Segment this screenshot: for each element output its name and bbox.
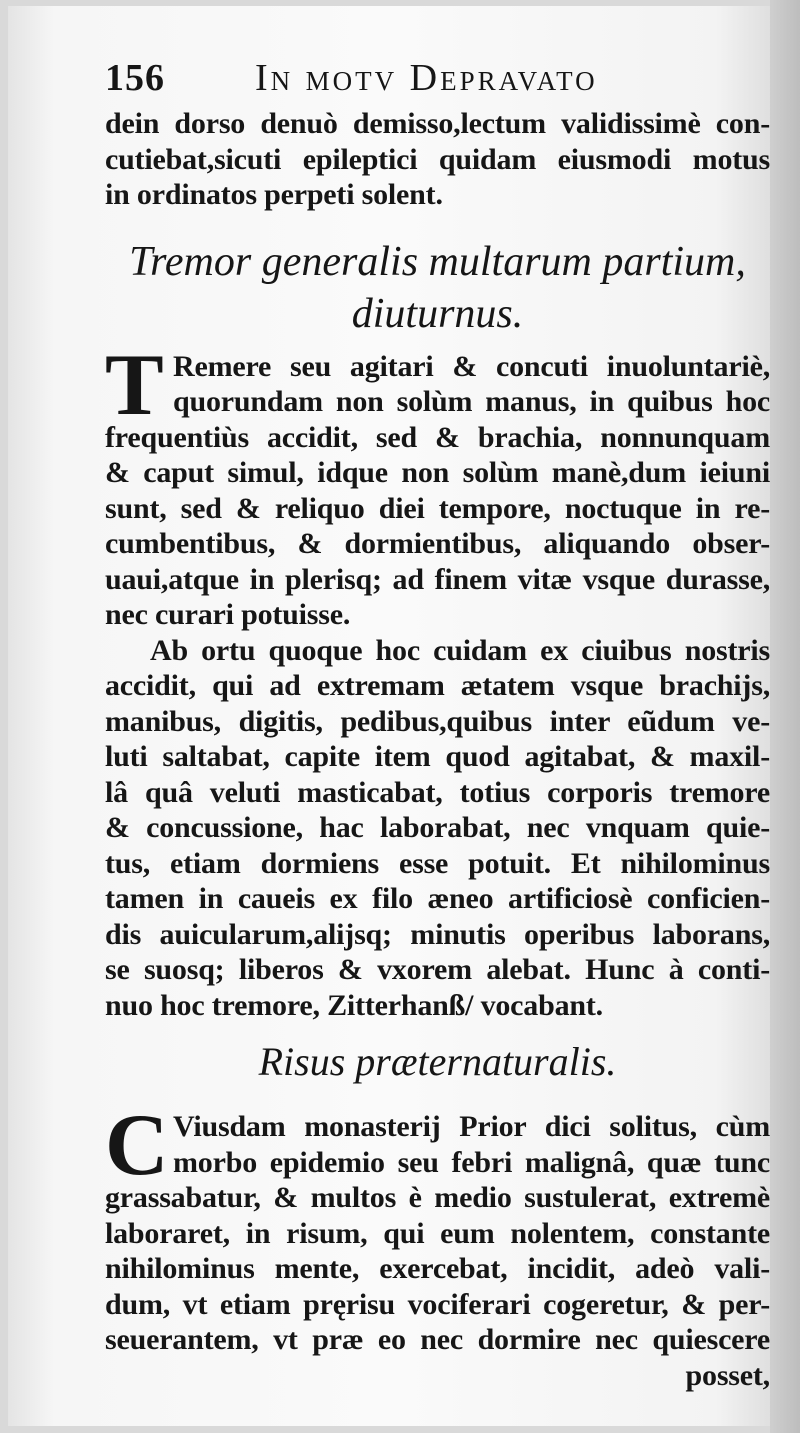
page-edge (770, 0, 800, 1433)
text-line: & concussione, hac laborabat, nec vnquam quie- (105, 811, 770, 844)
text-line: manibus, digitis, pedibus,quibus inter eũdum ve- (105, 704, 770, 738)
page-number: 156 (105, 57, 165, 99)
text-line: Viusdam monasterij Prior dici solitus, cùm (173, 1110, 770, 1143)
text-line: laboraret, in risum, qui eum nolentem, constante (105, 1216, 770, 1250)
text-line: in ordinatos perpeti solent. (105, 178, 443, 211)
drop-cap: T (105, 336, 164, 434)
section-heading: Risus præternaturalis. (258, 1039, 617, 1084)
opening-paragraph (105, 106, 770, 213)
drop-cap: C (105, 1097, 169, 1194)
text-line: frequentiùs accidit, sed & brachia, nonnunquam (105, 420, 770, 454)
text-line: cutiebat,sicuti epileptici quidam eiusmodi motus (105, 142, 770, 176)
text-line: accidit, qui ad extremam ætatem vsque brachijs, (105, 669, 770, 702)
text-line: dum, vt etiam pręrisu vociferari cogeretur, & per- (105, 1287, 770, 1321)
text-line: lâ quâ veluti masticabat, totius corporis tremore (105, 775, 770, 809)
text-line: tus, etiam dormiens esse potuit. Et nihilominus (105, 846, 770, 880)
paragraph-with-dropcap (105, 336, 770, 633)
text-line: dein dorso denuò demisso,lectum validissimè con- (105, 107, 770, 140)
text-line: nuo hoc tremore, Zitterhanß/ vocabant. (105, 988, 603, 1022)
paragraph (105, 633, 770, 1024)
section-heading: Tremor generalis multarum partium, (129, 238, 746, 285)
text-line: tamen in caueis ex filo æneo artificiosè conficien- (105, 882, 770, 915)
text-line: Remere seu agitari & concuti inuoluntariè, (173, 349, 770, 383)
text-line: sunt, sed & reliquo diei tempore, noctuque in re- (105, 491, 770, 525)
text-line: nihilominus mente, exercebat, incidit, adeò vali- (105, 1252, 770, 1285)
text-block (105, 56, 770, 1393)
text-line: nec curari potuisse. (105, 598, 351, 631)
text-line: dis auicularum,alijsq; minutis operibus laborans, (105, 917, 770, 951)
book-page (8, 6, 778, 1426)
text-line: grassabatur, & multos è medio sustulerat, extremè (105, 1181, 770, 1214)
running-title: In motv Depravato (255, 57, 598, 99)
section-heading-continued: diuturnus. (351, 290, 524, 337)
text-line: luti saltabat, capite item quod agitabat, & maxil- (105, 740, 770, 773)
text-line: cumbentibus, & dormientibus, aliquando obser- (105, 527, 770, 560)
text-line: quorundam non solùm manus, in quibus hoc (173, 385, 770, 418)
text-line: seuerantem, vt præ eo nec dormire nec quiescere (105, 1323, 770, 1356)
running-head (105, 56, 770, 106)
text-line: se suosq; liberos & vxorem alebat. Hunc à conti- (105, 953, 770, 986)
paragraph-with-dropcap (105, 1097, 770, 1393)
text-line: & caput simul, idque non solùm manè,dum ieiuni (105, 456, 770, 489)
text-line: uaui,atque in plerisq; ad finem vitæ vsque durasse, (105, 562, 770, 596)
text-line: Ab ortu quoque hoc cuidam ex ciuibus nostris (150, 633, 770, 667)
text-line: morbo epidemio seu febri malignâ, quæ tunc (173, 1145, 770, 1179)
catchword: posset, (685, 1358, 770, 1392)
